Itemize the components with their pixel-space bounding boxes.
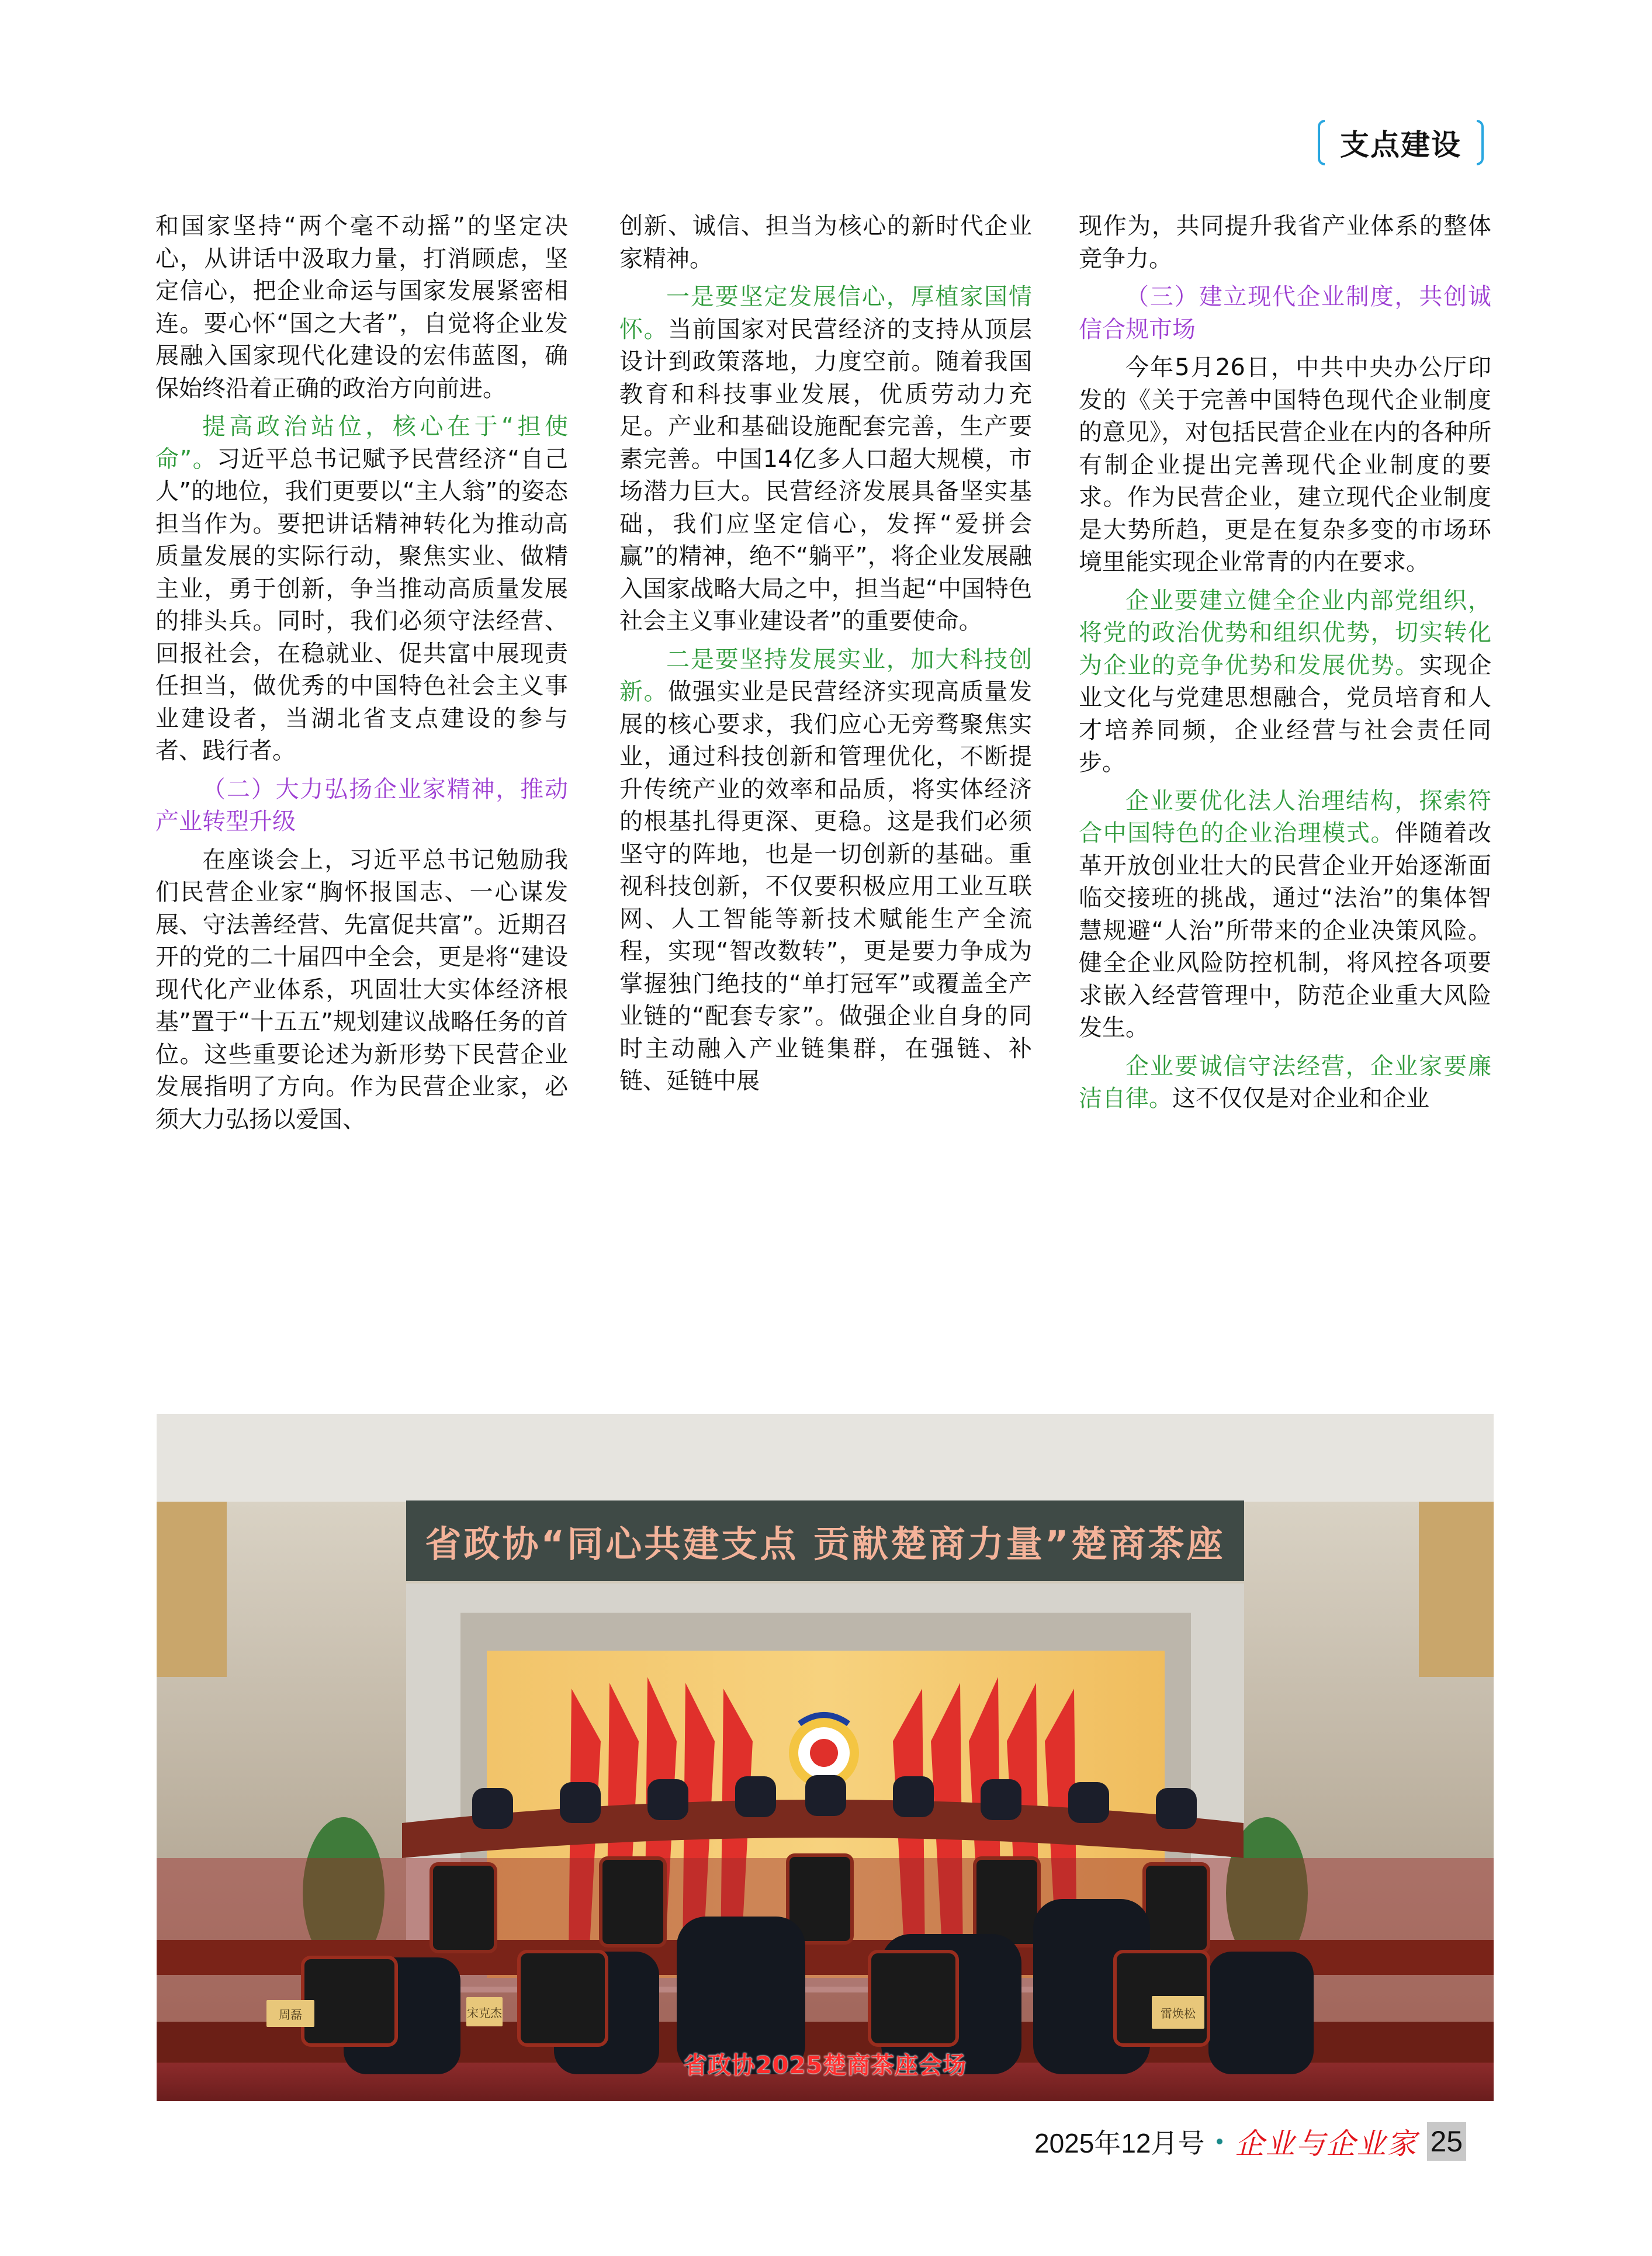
paragraph-body: 创新、诚信、担当为核心的新时代企业家精神。 bbox=[619, 213, 1032, 272]
article-paragraph bbox=[155, 210, 568, 405]
paragraph-body: 在座谈会上，习近平总书记勉励我们民营企业家“胸怀报国志、一心谋发展、守法善经营、先富促共富”。近期召开的党的二十届四中全会，更是将“建设现代化产业体系，巩固壮大实体经济根基”置于“十五五”规划建议战略任务的首位。这些重要论述为新形势下民营企业发展指明了方向。作为民营企业家，必须大力弘扬以爱国、 bbox=[155, 846, 568, 1133]
issue-date: 2025年12月号 bbox=[1034, 2128, 1205, 2158]
article-paragraph bbox=[1079, 1051, 1491, 1115]
right-bracket-icon bbox=[1477, 120, 1484, 165]
article-paragraph bbox=[1079, 785, 1491, 1045]
article-column-1 bbox=[155, 210, 568, 1142]
nameplate: 周磊 bbox=[266, 2000, 314, 2027]
section-tag bbox=[1318, 119, 1484, 167]
paragraph-body: 和国家坚持“两个毫不动摇”的坚定决心，从讲话中汲取力量，打消顾虑，坚定信心，把企业命运与国家发展紧密相连。要心怀“国之大者”，自觉将企业发展融入国家现代化建设的宏伟蓝图，确保始终沿着正确的政治方向前进。 bbox=[155, 213, 568, 402]
article-paragraph bbox=[619, 281, 1032, 638]
lattice-left bbox=[157, 1502, 227, 1677]
left-bracket-icon bbox=[1318, 120, 1325, 165]
article-paragraph bbox=[155, 844, 568, 1136]
article-column-2 bbox=[619, 210, 1032, 1104]
page-footer bbox=[1034, 2121, 1466, 2162]
article-paragraph bbox=[1079, 585, 1491, 779]
paragraph-body: 做强实业是民营经济实现高质量发展的核心要求，我们应心无旁骛聚焦实业，通过科技创新和管理优化，不断提升传统产业的效率和品质，将实体经济的根基扎得更深、更稳。这是我们必须坚守的阵地，也是一切创新的基础。重视科技创新，不仅要积极应用工业互联网、人工智能等新技术赋能生产全流程，实现“智改数转”，更是要力争成为掌握独门绝技的“单打冠军”或覆盖全产业链的“配套专家”。做强企业自身的同时主动融入产业链集群，在强链、补链、延链中展 bbox=[619, 678, 1032, 1094]
section-subheading: （二）大力弘扬企业家精神，推动产业转型升级 bbox=[155, 775, 568, 835]
separator-dot-icon bbox=[1217, 2139, 1222, 2144]
nameplate: 雷焕松 bbox=[1152, 1996, 1204, 2029]
paragraph-body: 现作为，共同提升我省产业体系的整体竞争力。 bbox=[1079, 213, 1491, 272]
magazine-logo: 企业与企业家 bbox=[1235, 2127, 1418, 2161]
page-number: 25 bbox=[1427, 2122, 1467, 2161]
paragraph-body: 伴随着改革开放创业壮大的民营企业开始逐渐面临交接班的挑战，通过“法治”的集体智慧规避“人治”所带来的企业决策风险。健全企业风险防控机制，将风控各项要求嵌入经营管理中，防范企业重大风险发生。 bbox=[1079, 820, 1491, 1041]
section-subheading: （三）建立现代企业制度，共创诚信合规市场 bbox=[1079, 283, 1491, 343]
article-paragraph bbox=[619, 644, 1032, 1098]
photo-caption: 省政协2025楚商茶座会场 bbox=[683, 2052, 967, 2079]
paragraph-lead-sentence: 企业要建立健全企业内部党组织，将党的政治优势和组织优势，切实转化为企业的竞争优势和发展优势。 bbox=[1079, 587, 1491, 679]
meeting-photo bbox=[157, 1414, 1494, 2101]
paragraph-body: 习近平总书记赋予民营经济“自己人”的地位，我们更要以“主人翁”的姿态担当作为。要把讲话精神转化为推动高质量发展的实际行动，聚焦实业、做精主业，勇于创新，争当推动高质量发展的排头兵。同时，我们必须守法经营、回报社会，在稳就业、促共富中展现责任担当，做优秀的中国特色社会主义事业建设者，当湖北省支点建设的参与者、践行者。 bbox=[155, 445, 568, 764]
article-paragraph bbox=[155, 411, 568, 768]
paragraph-lead-sentence: 一是要坚定发展信心，厚植家国情怀。 bbox=[619, 283, 1032, 343]
meeting-banner: 省政协“同心共建支点 贡献楚商力量”楚商茶座 bbox=[406, 1500, 1244, 1581]
paragraph-body: 今年5月26日，中共中央办公厅印发的《关于完善中国特色现代企业制度的意见》，对包括民营企业在内的各种所有制企业提出完善现代企业制度的要求。作为民营企业，建立现代企业制度是大势所趋，更是在复杂多变的市场环境里能实现企业常青的内在要求。 bbox=[1079, 354, 1491, 576]
lattice-right bbox=[1419, 1502, 1494, 1677]
article-paragraph bbox=[1079, 210, 1491, 275]
ceiling bbox=[157, 1414, 1494, 1502]
paragraph-lead-sentence: 提高政治站位，核心在于“担使命”。 bbox=[155, 413, 568, 473]
section-title: 支点建设 bbox=[1340, 128, 1461, 162]
article-column-3 bbox=[1079, 210, 1491, 1121]
paragraph-body: 实现企业文化与党建思想融合，党员培育和人才培养同频，企业经营与社会责任同步。 bbox=[1079, 651, 1491, 776]
article-paragraph bbox=[619, 210, 1032, 275]
paragraph-body: 这不仅仅是对企业和企业 bbox=[1172, 1085, 1429, 1112]
paragraph-lead-sentence: 二是要坚持发展实业，加大科技创新。 bbox=[619, 646, 1032, 705]
paragraph-body: 当前国家对民营经济的支持从顶层设计到政策落地，力度空前。随着我国教育和科技事业发展，优质劳动力充足。产业和基础设施配套完善，生产要素完善。中国14亿多人口超大规模，市场潜力巨大。民营经济发展具备坚实基础，我们应坚定信心，发挥“爱拼会赢”的精神，绝不“躺平”，将企业发展融入国家战略大局之中，担当起“中国特色社会主义事业建设者”的重要使命。 bbox=[619, 316, 1032, 635]
paragraph-lead-sentence: 企业要诚信守法经营，企业家要廉洁自律。 bbox=[1079, 1052, 1491, 1112]
nameplate: 宋克杰 bbox=[466, 1997, 503, 2026]
article-paragraph bbox=[1079, 352, 1491, 579]
paragraph-lead-sentence: 企业要优化法人治理结构，探索符合中国特色的企业治理模式。 bbox=[1079, 787, 1491, 847]
